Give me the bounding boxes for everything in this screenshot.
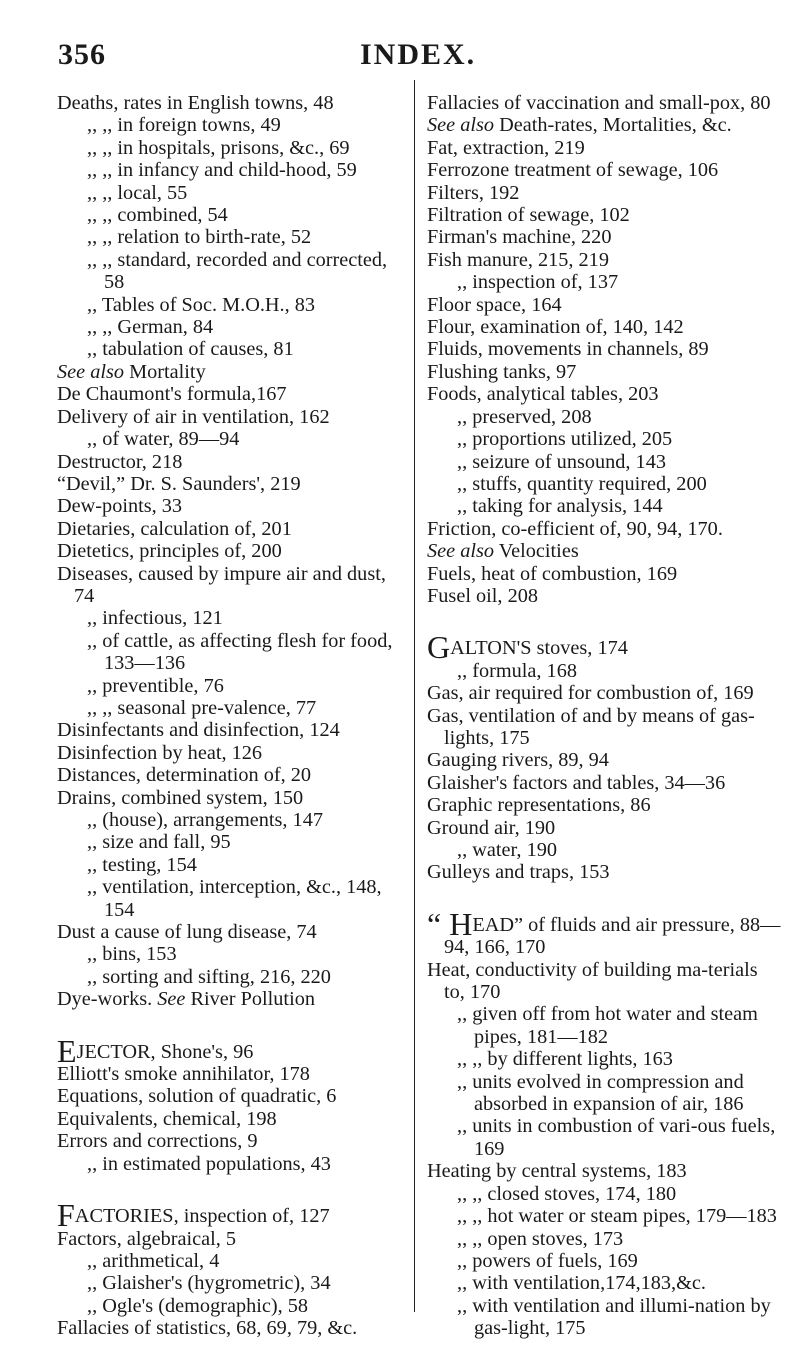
index-entry xyxy=(427,294,783,316)
index-entry xyxy=(57,1153,409,1175)
index-entry xyxy=(57,809,409,831)
index-entry xyxy=(57,742,409,764)
column-divider xyxy=(414,80,415,1312)
index-entry xyxy=(427,905,783,959)
entry-text: ,, Tables of Soc. M.O.H., 83 xyxy=(87,293,316,316)
entry-text: ,, taking for analysis, 144 xyxy=(457,495,663,518)
index-entry xyxy=(427,361,783,383)
index-entry xyxy=(427,271,783,293)
entry-text: Gas, air required for combustion of, 169 xyxy=(427,682,754,705)
index-entry xyxy=(57,114,409,136)
entry-text: ,, preventible, 76 xyxy=(87,674,224,697)
entry-text: ,, infectious, 121 xyxy=(87,607,223,630)
index-entry xyxy=(427,1205,783,1227)
index-entry xyxy=(57,361,409,383)
entry-text: ,, in estimated populations, 43 xyxy=(87,1152,331,1175)
entry-text: ,, tabulation of causes, 81 xyxy=(87,338,294,361)
entry-text: Filters, 192 xyxy=(427,181,520,204)
index-entry xyxy=(427,383,783,405)
entry-text: ,, given off from hot water and steam pipes, 181—182 xyxy=(457,1003,758,1048)
index-entry xyxy=(57,697,409,719)
entry-text: Gauging rivers, 89, 94 xyxy=(427,749,609,772)
entry-text: ,, arithmetical, 4 xyxy=(87,1249,220,1272)
index-entry xyxy=(427,338,783,360)
index-entry xyxy=(57,540,409,562)
entry-text: Foods, analytical tables, 203 xyxy=(427,383,659,406)
section-initial: “ H xyxy=(427,905,473,942)
index-entry xyxy=(57,1272,409,1294)
entry-text: ,, sorting and sifting, 216, 220 xyxy=(87,965,331,988)
entry-text: ,, with ventilation and illumi-nation by gas-light, 175 xyxy=(457,1294,771,1340)
entry-text: Gulleys and traps, 153 xyxy=(427,861,610,884)
index-entry xyxy=(427,1250,783,1272)
index-entry xyxy=(57,294,409,316)
entry-text: ,, Ogle's (demographic), 58 xyxy=(87,1294,309,1317)
see-also-label: See also xyxy=(427,540,495,563)
entry-text: Deaths, rates in English towns, 48 xyxy=(57,92,334,114)
index-entry xyxy=(57,630,409,675)
entry-text: ,, ,, relation to birth-rate, 52 xyxy=(87,226,312,249)
index-entry xyxy=(427,540,783,562)
index-entry xyxy=(427,1048,783,1070)
index-entry xyxy=(57,1085,409,1107)
index-entry xyxy=(427,749,783,771)
entry-text: ,, units evolved in compression and absorbed in expansion of air, 186 xyxy=(457,1070,744,1116)
entry-text: Graphic representations, 86 xyxy=(427,794,651,817)
index-entry xyxy=(427,1003,783,1048)
entry-text: Distances, determination of, 20 xyxy=(57,764,312,787)
entry-text: ,, of water, 89—94 xyxy=(87,428,240,451)
entry-text: ,, ,, hot water or steam pipes, 179—183 xyxy=(457,1205,777,1228)
entry-text: Filtration of sewage, 102 xyxy=(427,204,630,227)
index-entry xyxy=(57,383,409,405)
index-entry xyxy=(427,1115,783,1160)
entry-text: ,, inspection of, 137 xyxy=(457,271,619,294)
index-entry xyxy=(57,473,409,495)
entry-text: ,, ,, in infancy and child-hood, 59 xyxy=(87,159,357,182)
entry-text: ,, stuffs, quantity required, 200 xyxy=(457,472,707,495)
index-entry xyxy=(57,338,409,360)
entry-text: EAD” of fluids and air pressure, 88—94, 166, 170 xyxy=(444,913,781,959)
entry-text: Factors, algebraical, 5 xyxy=(57,1227,237,1250)
index-entry xyxy=(57,563,409,608)
index-entry xyxy=(57,204,409,226)
entry-text: ,, formula, 168 xyxy=(457,659,577,682)
entry-text: ,, size and fall, 95 xyxy=(87,831,231,854)
entry-text: Errors and corrections, 9 xyxy=(57,1130,258,1153)
index-entry xyxy=(57,988,409,1010)
entry-text: De Chaumont's formula,167 xyxy=(57,383,287,406)
index-entry xyxy=(427,518,783,540)
entry-text: Fish manure, 215, 219 xyxy=(427,248,609,271)
entry-text: ,, ventilation, interception, &c., 148, 154 xyxy=(87,876,382,921)
index-entry xyxy=(57,406,409,428)
entry-text: Disinfection by heat, 126 xyxy=(57,741,263,764)
index-entry xyxy=(427,1183,783,1205)
index-entry xyxy=(427,495,783,517)
page-number: 356 xyxy=(58,38,106,71)
index-entry xyxy=(427,316,783,338)
index-entry xyxy=(57,787,409,809)
index-entry xyxy=(427,772,783,794)
index-entry xyxy=(57,1197,409,1234)
entry-text: Ferrozone treatment of sewage, 106 xyxy=(427,159,719,182)
entry-text: JECTOR, Shone's, 96 xyxy=(76,1040,254,1063)
see-also-label: See also xyxy=(57,360,125,383)
index-entry xyxy=(57,1130,409,1152)
entry-text: ,, ,, open stoves, 173 xyxy=(457,1227,624,1250)
index-entry xyxy=(57,607,409,629)
index-entry xyxy=(427,473,783,495)
entry-text: Velocities xyxy=(494,540,579,563)
index-entry xyxy=(427,114,783,136)
index-entry xyxy=(57,1317,409,1339)
index-entry xyxy=(427,1272,783,1294)
entry-text: ,, ,, in hospitals, prisons, &c., 69 xyxy=(87,136,350,159)
index-entry xyxy=(427,92,783,114)
entry-text: Flushing tanks, 97 xyxy=(427,360,577,383)
entry-text: Elliott's smoke annihilator, 178 xyxy=(57,1063,310,1086)
index-entry xyxy=(57,159,409,181)
section-initial: F xyxy=(57,1197,75,1234)
index-entry xyxy=(57,226,409,248)
entry-text: Heating by central systems, 183 xyxy=(427,1160,687,1183)
entry-text: Gas, ventilation of and by means of gas-lights, 175 xyxy=(427,704,755,749)
index-entry xyxy=(427,1071,783,1116)
index-entry xyxy=(57,137,409,159)
entry-text: Friction, co-efficient of, 90, 94, 170. xyxy=(427,517,723,540)
index-entry xyxy=(427,839,783,861)
entry-text: Equivalents, chemical, 198 xyxy=(57,1107,277,1130)
index-entry xyxy=(57,249,409,294)
section-initial: G xyxy=(427,629,451,666)
entry-text: Disinfectants and disinfection, 124 xyxy=(57,719,340,742)
entry-text: Firman's machine, 220 xyxy=(427,226,612,249)
entry-text: ,, ,, German, 84 xyxy=(87,316,214,339)
index-entry xyxy=(427,563,783,585)
index-entry xyxy=(427,159,783,181)
index-entry xyxy=(57,854,409,876)
entry-text: ,, preserved, 208 xyxy=(457,405,592,428)
index-entry xyxy=(427,204,783,226)
entry-text: ,, ,, closed stoves, 174, 180 xyxy=(457,1182,677,1205)
index-entry xyxy=(427,682,783,704)
entry-text: ,, ,, seasonal pre-valence, 77 xyxy=(87,696,317,719)
index-entry xyxy=(427,249,783,271)
entry-text: Fallacies of statistics, 68, 69, 79, &c. xyxy=(57,1317,358,1340)
index-entry xyxy=(57,966,409,988)
index-entry xyxy=(427,428,783,450)
index-entry xyxy=(427,406,783,428)
entry-text: ,, ,, by different lights, 163 xyxy=(457,1048,673,1071)
index-entry xyxy=(57,675,409,697)
entry-text: ,, Glaisher's (hygrometric), 34 xyxy=(87,1272,331,1295)
see-also-label: See also xyxy=(427,114,495,137)
section-initial: E xyxy=(57,1032,77,1069)
index-entry xyxy=(57,876,409,921)
index-entry xyxy=(57,1295,409,1317)
entry-text: ,, powers of fuels, 169 xyxy=(457,1249,638,1272)
index-entry xyxy=(57,1032,409,1069)
entry-text: ,, units in combustion of vari-ous fuels, 169 xyxy=(457,1115,776,1160)
index-entry xyxy=(57,428,409,450)
index-entry xyxy=(427,817,783,839)
index-column-left xyxy=(57,92,409,1340)
index-entry xyxy=(57,1250,409,1272)
index-entry xyxy=(427,705,783,750)
cross-reference: River Pollution xyxy=(185,988,315,1011)
index-entry xyxy=(427,1228,783,1250)
index-entry xyxy=(427,660,783,682)
index-entry xyxy=(57,1063,409,1085)
entry-text: Dye-works. xyxy=(57,988,153,1011)
entry-text: ,, of cattle, as affecting flesh for food, 133—136 xyxy=(87,629,393,675)
entry-text: Flour, examination of, 140, 142 xyxy=(427,316,684,339)
entry-text: Dietetics, principles of, 200 xyxy=(57,540,282,563)
entry-text: ,, ,, standard, recorded and corrected, 58 xyxy=(87,248,388,294)
entry-text: ,, seizure of unsound, 143 xyxy=(457,450,666,473)
entry-text: Fluids, movements in channels, 89 xyxy=(427,338,709,361)
entry-text: Destructor, 218 xyxy=(57,450,183,473)
entry-text: ,, ,, in foreign towns, 49 xyxy=(87,114,281,137)
index-entry xyxy=(57,182,409,204)
entry-text: Delivery of air in ventilation, 162 xyxy=(57,405,330,428)
entry-text: Drains, combined system, 150 xyxy=(57,786,304,809)
entry-text: Diseases, caused by impure air and dust, 74 xyxy=(57,562,386,607)
index-entry xyxy=(57,1228,409,1250)
index-entry xyxy=(57,495,409,517)
entry-text: Glaisher's factors and tables, 34—36 xyxy=(427,771,726,794)
index-entry xyxy=(427,794,783,816)
index-entry xyxy=(427,1160,783,1182)
entry-text: Fat, extraction, 219 xyxy=(427,136,585,159)
entry-text: ,, (house), arrangements, 147 xyxy=(87,809,323,831)
index-entry xyxy=(57,518,409,540)
index-entry xyxy=(427,137,783,159)
entry-text: Dew-points, 33 xyxy=(57,495,183,518)
entry-text: Dust a cause of lung disease, 74 xyxy=(57,921,317,944)
index-entry xyxy=(427,182,783,204)
entry-text: Floor space, 164 xyxy=(427,293,562,316)
entry-text: ACTORIES, inspection of, 127 xyxy=(74,1205,330,1228)
index-column-right xyxy=(427,92,783,1340)
index-entry xyxy=(57,921,409,943)
index-entry xyxy=(57,316,409,338)
entry-text: ,, with ventilation,174,183,&c. xyxy=(457,1272,706,1295)
index-entry xyxy=(427,226,783,248)
entry-text: ,, ,, combined, 54 xyxy=(87,204,228,227)
index-entry xyxy=(57,831,409,853)
index-entry xyxy=(57,764,409,786)
entry-text: ,, proportions utilized, 205 xyxy=(457,428,673,451)
entry-text: “Devil,” Dr. S. Saunders', 219 xyxy=(57,472,301,495)
entry-text: ,, water, 190 xyxy=(457,839,557,861)
entry-text: ,, bins, 153 xyxy=(87,943,177,966)
index-entry xyxy=(427,861,783,883)
entry-text: Ground air, 190 xyxy=(427,816,556,839)
index-entry xyxy=(57,451,409,473)
entry-text: ALTON'S stoves, 174 xyxy=(450,637,628,660)
entry-text: ,, ,, local, 55 xyxy=(87,181,188,204)
page-title: INDEX. xyxy=(360,38,477,71)
entry-text: Fallacies of vaccination and small-pox, 80 xyxy=(427,92,771,114)
entry-text: Dietaries, calculation of, 201 xyxy=(57,517,292,540)
index-entry xyxy=(57,943,409,965)
entry-text: Death-rates, Mortalities, &c. xyxy=(494,114,732,137)
index-entry xyxy=(57,719,409,741)
entry-text: Fuels, heat of combustion, 169 xyxy=(427,562,678,585)
index-entry xyxy=(427,451,783,473)
index-entry xyxy=(427,959,783,1004)
entry-text: ,, testing, 154 xyxy=(87,853,197,876)
entry-text: Heat, conductivity of building ma-terials to, 170 xyxy=(427,958,758,1004)
index-entry xyxy=(427,629,783,666)
entry-text: Mortality xyxy=(124,360,206,383)
entry-text: Fusel oil, 208 xyxy=(427,584,538,607)
index-entry xyxy=(427,585,783,607)
see-label: See xyxy=(152,988,186,1011)
entry-text: Equations, solution of quadratic, 6 xyxy=(57,1085,337,1108)
index-entry xyxy=(57,1108,409,1130)
index-entry xyxy=(427,1295,783,1340)
index-entry xyxy=(57,92,409,114)
